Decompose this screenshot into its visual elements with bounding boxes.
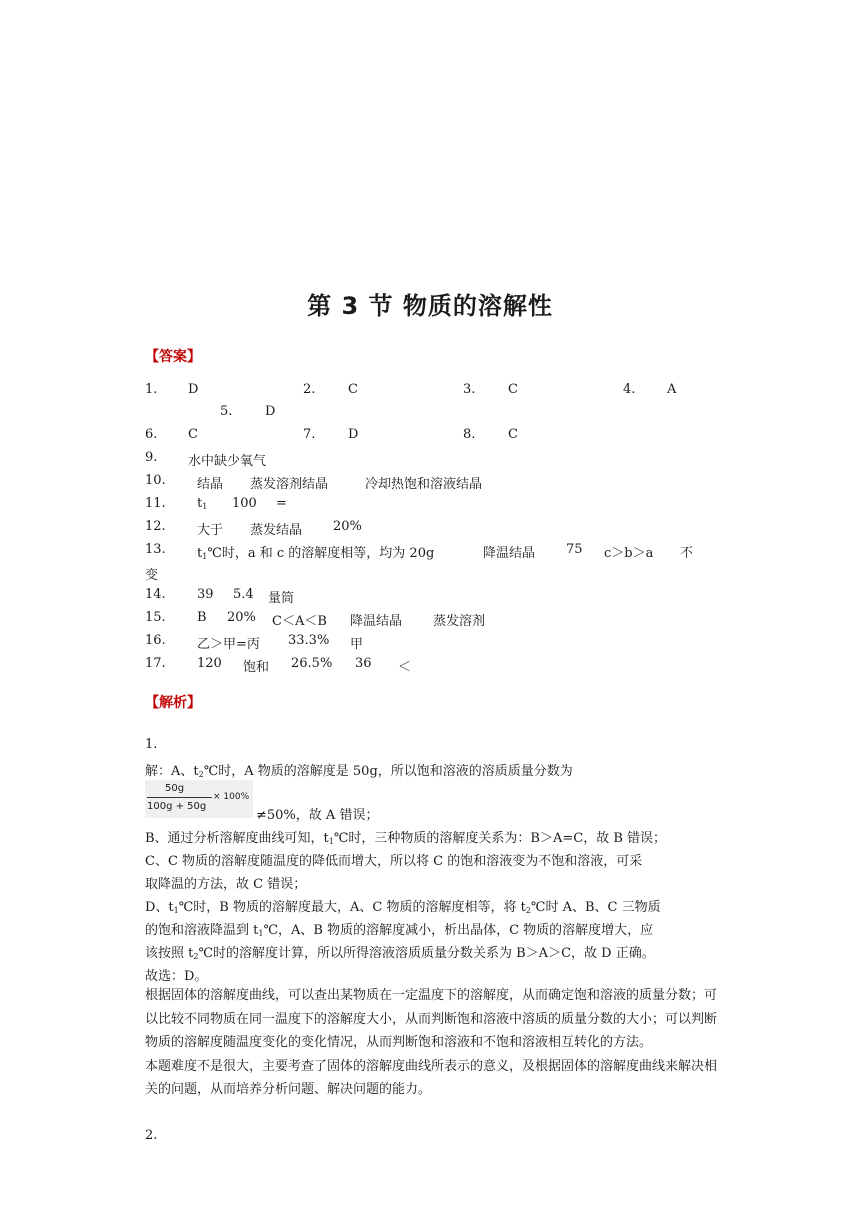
- analysis-line: 解：A、$t_2℃$时，A 物质的溶解度是 50g，所以饱和溶液的溶质质量分数为: [145, 764, 573, 779]
- answer-value: $t_1℃$时，a 和 c 的溶解度相等，均为 20g: [197, 546, 435, 561]
- answer-number: 2.: [303, 382, 316, 397]
- answer-value: 26.5%: [291, 656, 333, 671]
- answer-value: 20%: [227, 610, 256, 625]
- answer-number: 12.: [145, 519, 166, 534]
- answer-number: 14.: [145, 587, 166, 602]
- answer-number: 9.: [145, 450, 158, 465]
- answer-value: 蒸发溶剂: [433, 614, 486, 629]
- fraction-multiplier: × 100%: [213, 792, 250, 802]
- answer-value: 水中缺少氧气: [188, 454, 267, 469]
- analysis-line: ≠50%，故 A 错误；: [256, 808, 379, 823]
- answer-number: 11.: [145, 496, 166, 511]
- analysis-summary: [145, 984, 720, 1102]
- answer-value: 100: [232, 496, 257, 511]
- answer-value: D: [265, 404, 276, 419]
- analysis-line: C、C 物质的溶解度随温度的降低而增大，所以将 C 的饱和溶液变为不饱和溶液，可采: [145, 854, 643, 869]
- analysis-line: B、通过分析溶解度曲线可知，$t_1℃$时，三种物质的溶解度关系为：B＞A=C，故 B 错误；: [145, 831, 667, 846]
- analysis-line: D、$t_1℃$时，B 物质的溶解度最大，A、C 物质的溶解度相等，将 $t_2℃$时 A、B、C 三物质: [145, 900, 661, 915]
- answer-value: 39: [197, 587, 214, 602]
- answer-number: 16.: [145, 633, 166, 648]
- answer-value: C＜A＜B: [272, 614, 327, 629]
- answer-value: 变: [145, 568, 159, 583]
- answer-number: 17.: [145, 656, 166, 671]
- answer-value: 大于: [197, 523, 224, 538]
- question-number: 1.: [145, 737, 158, 752]
- answer-number: 7.: [303, 427, 316, 442]
- answer-number: 8.: [463, 427, 476, 442]
- answer-value: ＜: [398, 660, 412, 675]
- answer-number: 13.: [145, 542, 166, 557]
- analysis-line: 的饱和溶液降温到 $t_1℃$，A、B 物质的溶解度减小，析出晶体，C 物质的溶解度增大，应: [145, 923, 654, 938]
- analysis-line: 该按照 $t_2℃$时的溶解度计算，所以所得溶液溶质质量分数关系为 B＞A＞C，故 D 正确。: [145, 946, 655, 961]
- answer-value: C: [188, 427, 198, 442]
- answer-value: 33.3%: [288, 633, 330, 648]
- analysis-line: 取降温的方法，故 C 错误；: [145, 877, 307, 892]
- answer-value: 结晶: [197, 477, 224, 492]
- answer-value: 不: [680, 546, 694, 561]
- summary-paragraph: 本题难度不是很大，主要考查了固体的溶解度曲线所表示的意义，及根据固体的溶解度曲线来解决相关的问题，从而培养分析问题、解决问题的能力。: [145, 1058, 718, 1097]
- answer-value: C: [508, 427, 518, 442]
- answer-value: 5.4: [233, 587, 254, 602]
- summary-paragraph: 根据固体的溶解度曲线，可以查出某物质在一定温度下的溶解度，从而确定饱和溶液的质量分数；可以比较不同物质在同一温度下的溶解度大小，从而判断饱和溶液中溶质的质量分数的大小；可以判断物质的溶解度随温度变化的变化情况，从而判断饱和溶液和不饱和溶液相互转化的方法。: [145, 988, 718, 1050]
- analysis-choice: 故选：D。: [145, 969, 208, 984]
- answer-number: 3.: [463, 382, 476, 397]
- answer-value: 蒸发结晶: [250, 523, 303, 538]
- answer-value: =: [276, 496, 287, 511]
- answer-value: 量筒: [268, 591, 295, 606]
- page-title: 第 3 节 物质的溶解性: [307, 292, 553, 320]
- answer-value: D: [348, 427, 359, 442]
- answer-value: 饱和: [243, 660, 270, 675]
- answer-number: 4.: [623, 382, 636, 397]
- answer-value: 36: [355, 656, 372, 671]
- answer-value: 120: [197, 656, 222, 671]
- answer-value: $t_1$: [197, 496, 208, 511]
- answer-value: C: [508, 382, 518, 397]
- fraction-bar: [147, 797, 212, 798]
- fraction-denominator: 100g + 50g: [147, 801, 207, 812]
- answer-value: A: [667, 382, 677, 397]
- answer-number: 10.: [145, 473, 166, 488]
- answer-value: 75: [566, 542, 583, 557]
- answer-number: 5.: [220, 404, 233, 419]
- answer-value: 20%: [333, 519, 362, 534]
- answer-value: B: [197, 610, 207, 625]
- answer-value: 降温结晶: [483, 546, 536, 561]
- answer-value: D: [188, 382, 199, 397]
- fraction-numerator: 50g: [165, 783, 185, 794]
- question-number: 2.: [145, 1128, 158, 1143]
- answer-number: 15.: [145, 610, 166, 625]
- answer-value: 甲: [350, 637, 364, 652]
- answer-value: c＞b＞a: [604, 546, 654, 561]
- answer-value: 蒸发溶剂结晶: [250, 477, 329, 492]
- answer-value: 乙＞甲=丙: [197, 637, 260, 652]
- analysis-heading: 【解析】: [145, 695, 201, 711]
- answer-value: 降温结晶: [350, 614, 403, 629]
- answer-number: 6.: [145, 427, 158, 442]
- answer-value: C: [348, 382, 358, 397]
- answer-value: 冷却热饱和溶液结晶: [365, 477, 483, 492]
- answer-heading: 【答案】: [145, 349, 201, 365]
- fraction-formula: [145, 780, 253, 818]
- answer-number: 1.: [145, 382, 158, 397]
